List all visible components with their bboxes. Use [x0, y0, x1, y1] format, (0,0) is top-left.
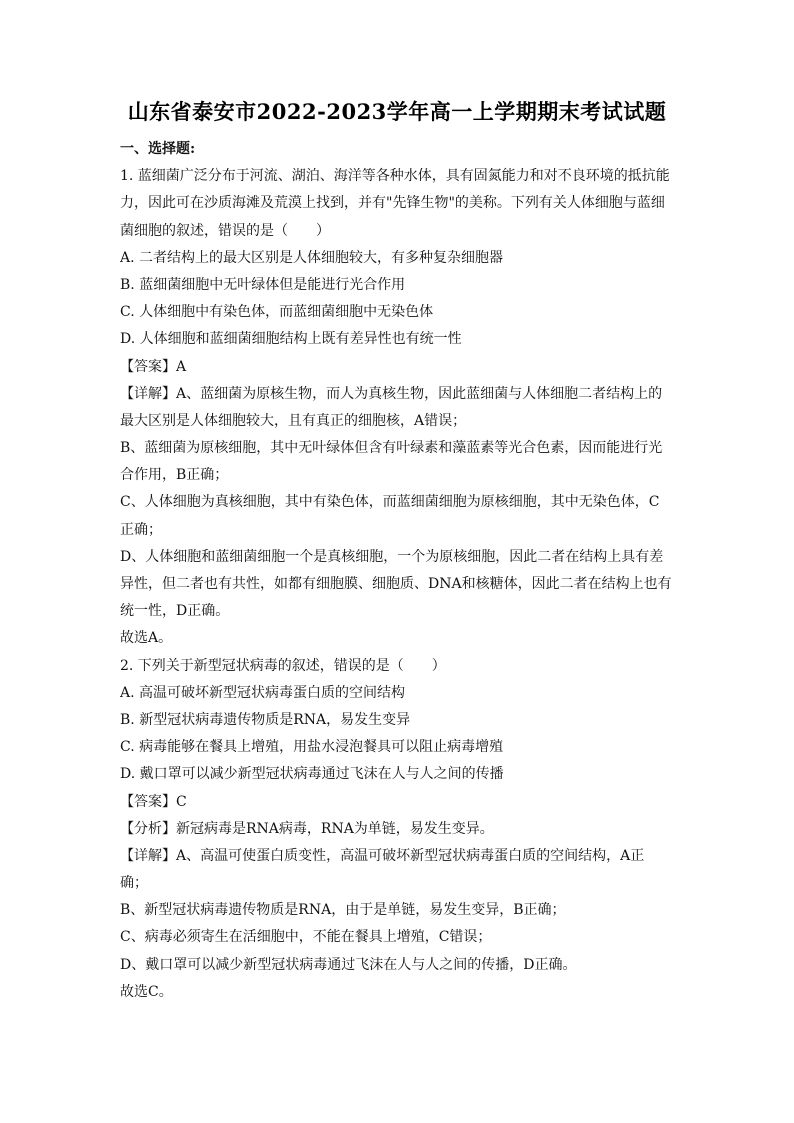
q2-detail-line: 确； — [120, 875, 148, 892]
q2-detail-line: D、戴口罩可以减少新型冠状病毒通过飞沫在人与人之间的传播，D正确。 — [120, 956, 577, 973]
page-title: 山东省泰安市2022-2023学年高一上学期期末考试试题 — [127, 99, 667, 124]
q1-option-c: C. 人体细胞中有染色体，而蓝细菌细胞中无染色体 — [120, 304, 434, 321]
document-body — [120, 136, 676, 1006]
q1-detail-line: 【详解】A、蓝细菌为原核生物，而人为真核生物，因此蓝细菌与人体细胞二者结构上的 — [120, 385, 663, 402]
q1-stem-line: 力，因此可在沙质海滩及荒漠上找到，并有"先锋生物"的美称。下列有关人体细胞与蓝细 — [120, 195, 665, 212]
q1-detail-line: D、人体细胞和蓝细菌细胞一个是真核细胞，一个为原核细胞，因此二者在结构上具有差 — [120, 548, 664, 565]
q2-conclusion: 故选C。 — [120, 983, 173, 1000]
q1-answer: 【答案】A — [120, 358, 187, 375]
q1-detail-line: 最大区别是人体细胞较大，且有真正的细胞核，A错误； — [120, 412, 467, 429]
q2-stem-line: 2. 下列关于新型冠状病毒的叙述，错误的是（ ） — [120, 657, 446, 674]
q1-option-b: B. 蓝细菌细胞中无叶绿体但是能进行光合作用 — [120, 276, 406, 293]
section-heading: 一、选择题: — [120, 141, 196, 157]
q2-detail-line: 【详解】A、高温可使蛋白质变性，高温可破坏新型冠状病毒蛋白质的空间结构，A正 — [120, 847, 645, 864]
q1-detail-line: C、人体细胞为真核细胞，其中有染色体，而蓝细菌细胞为原核细胞，其中无染色体，C — [120, 494, 660, 511]
q2-option-c: C. 病毒能够在餐具上增殖，用盐水浸泡餐具可以阻止病毒增殖 — [120, 739, 504, 756]
q2-analysis: 【分析】新冠病毒是RNA病毒，RNA为单链，易发生变异。 — [120, 820, 494, 837]
q1-detail-line: 正确； — [120, 521, 162, 538]
q1-detail-line: 合作用，B正确； — [120, 467, 229, 484]
q1-stem-line: 1. 蓝细菌广泛分布于河流、湖泊、海洋等各种水体，具有固氮能力和对不良环境的抵抗能 — [120, 168, 670, 185]
q1-option-d: D. 人体细胞和蓝细菌细胞结构上既有差异性也有统一性 — [120, 331, 462, 348]
q2-option-d: D. 戴口罩可以减少新型冠状病毒通过飞沫在人与人之间的传播 — [120, 766, 504, 783]
q1-detail-line: 统一性，D正确。 — [120, 603, 230, 620]
q2-detail-line: B、新型冠状病毒遗传物质是RNA，由于是单链，易发生变异，B正确； — [120, 902, 566, 919]
q1-detail-line: B、蓝细菌为原核细胞，其中无叶绿体但含有叶绿素和藻蓝素等光合色素，因而能进行光 — [120, 440, 663, 457]
q1-conclusion: 故选A。 — [120, 630, 173, 647]
q2-option-a: A. 高温可破坏新型冠状病毒蛋白质的空间结构 — [120, 684, 406, 701]
q2-detail-line: C、病毒必须寄生在活细胞中，不能在餐具上增殖，C错误； — [120, 929, 492, 946]
q2-answer: 【答案】C — [120, 793, 187, 810]
q2-option-b: B. 新型冠状病毒遗传物质是RNA，易发生变异 — [120, 711, 411, 728]
q1-stem-line: 菌细胞的叙述，错误的是（ ） — [120, 222, 330, 239]
q1-detail-line: 异性，但二者也有共性，如都有细胞膜、细胞质、DNA和核糖体，因此二者在结构上也有 — [120, 576, 672, 592]
q1-option-a: A. 二者结构上的最大区别是人体细胞较大，有多种复杂细胞器 — [120, 249, 504, 266]
